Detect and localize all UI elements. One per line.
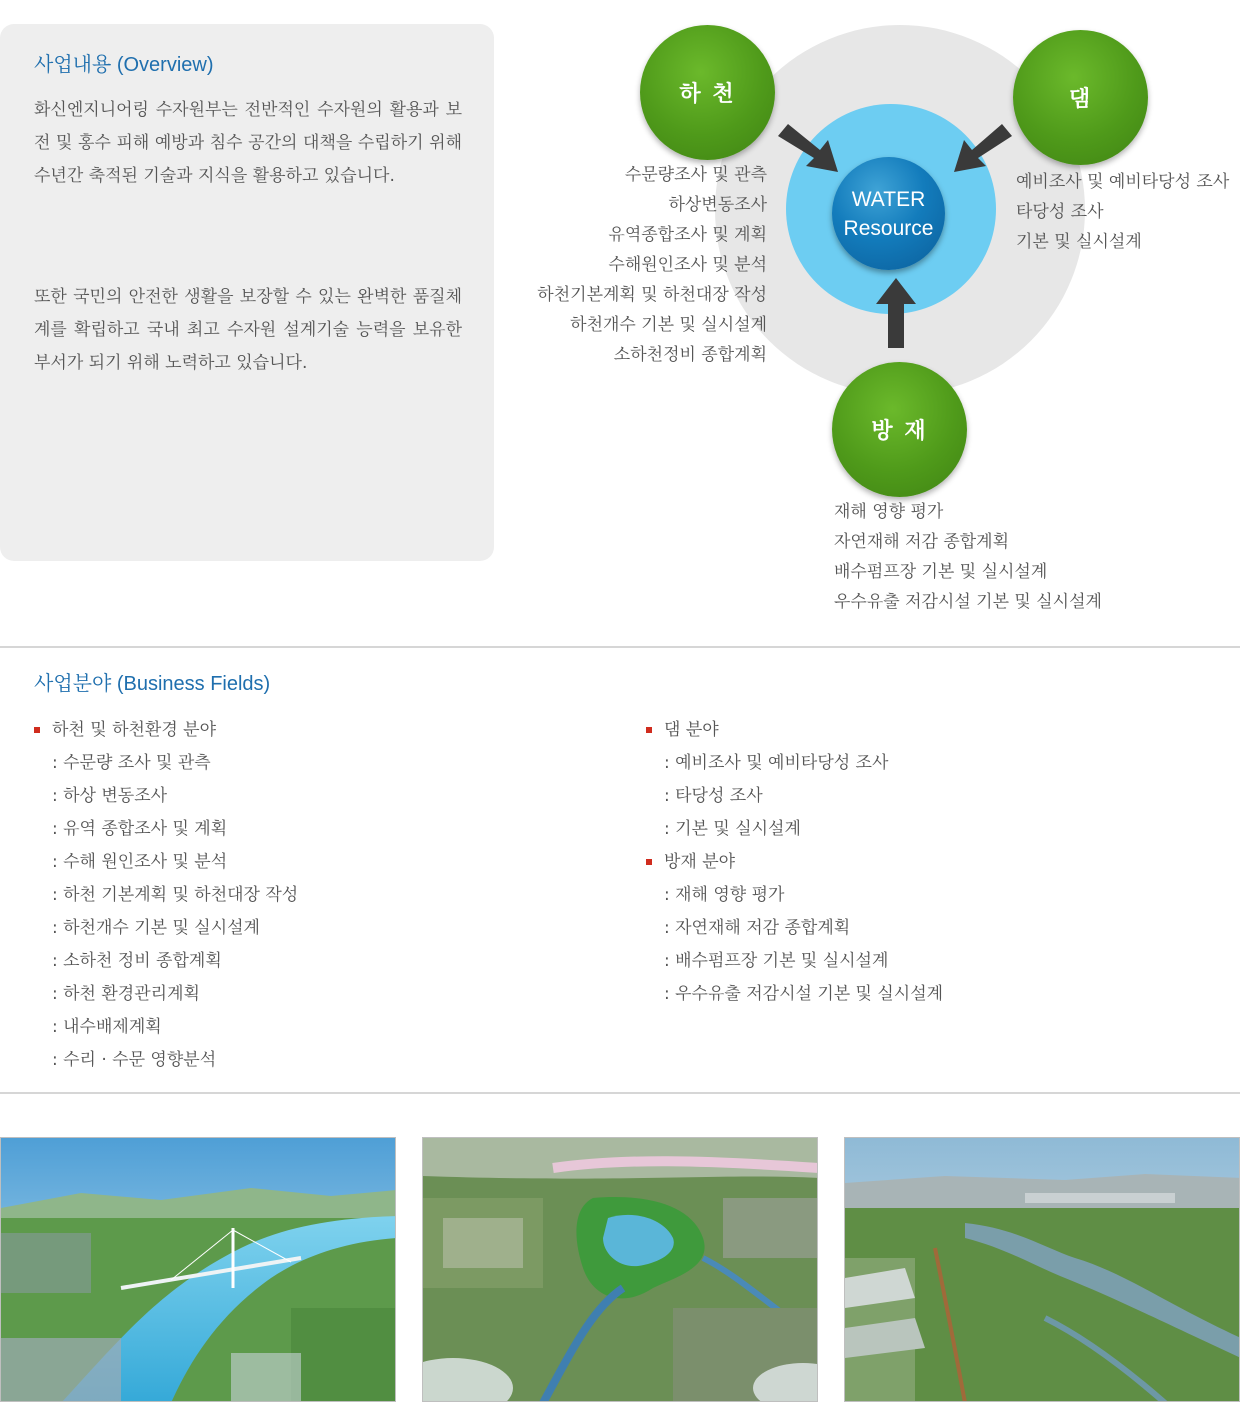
- list-item: 재해 영향 평가: [834, 502, 944, 522]
- list-item: : 기본 및 실시설계: [664, 819, 801, 839]
- list-item: 하천개수 기본 및 실시설계: [570, 315, 767, 335]
- list-item: : 타당성 조사: [664, 786, 763, 806]
- bullet-icon: [646, 859, 652, 865]
- list-item: 기본 및 실시설계: [1016, 232, 1142, 252]
- list-item: : 수해 원인조사 및 분석: [52, 852, 228, 872]
- fields-title: 사업분야 (Business Fields): [34, 673, 271, 695]
- list-item: 유역종합조사 및 계획: [608, 225, 767, 245]
- arrow-from-river-icon: [776, 118, 842, 176]
- list-item: : 하천 기본계획 및 하천대장 작성: [52, 885, 299, 905]
- arrow-from-dam-icon: [952, 120, 1014, 176]
- list-item: : 하상 변동조사: [52, 786, 168, 806]
- photo-wetland-park: [422, 1137, 818, 1402]
- overview-panel: [0, 24, 494, 561]
- dam-circle: [1013, 30, 1148, 165]
- list-item: 타당성 조사: [1016, 202, 1104, 222]
- field-heading-river: [34, 714, 298, 747]
- list-item: : 수문량 조사 및 관측: [52, 753, 211, 773]
- list-item: : 내수배제계획: [52, 1017, 162, 1037]
- list-item: : 하천 환경관리계획: [52, 984, 200, 1004]
- bullet-icon: [34, 727, 40, 733]
- river-label: 하 천: [679, 82, 736, 107]
- arrow-from-disaster-icon: [876, 278, 916, 348]
- list-item: : 하천개수 기본 및 실시설계: [52, 918, 260, 938]
- list-item: : 예비조사 및 예비타당성 조사: [664, 753, 889, 773]
- section-divider: [0, 646, 1240, 648]
- list-item: : 배수펌프장 기본 및 실시설계: [664, 951, 889, 971]
- core-label-line2: Resource: [843, 216, 934, 240]
- list-item: 하천기본계획 및 하천대장 작성: [537, 285, 767, 305]
- photo-river-bridge: [0, 1137, 396, 1402]
- list-item: 하상변동조사: [668, 195, 767, 215]
- field-heading-disaster: [646, 846, 943, 879]
- photo-river-wetland: [844, 1137, 1240, 1402]
- list-item: 배수펌프장 기본 및 실시설계: [834, 562, 1048, 582]
- water-resource-core: [832, 157, 945, 270]
- river-circle: [640, 25, 775, 160]
- disaster-circle: [832, 362, 967, 497]
- overview-title: 사업내용 (Overview): [34, 54, 214, 76]
- overview-paragraph-1: 화신엔지니어링 수자원부는 전반적인 수자원의 활용과 보전 및 홍수 피해 예방과 침수 공간의 대책을 수립하기 위해 수년간 축적된 기술과 지식을 활용하고 있습니다.: [34, 100, 462, 186]
- list-item: : 소하천 정비 종합계획: [52, 951, 222, 971]
- list-item: : 수리 · 수문 영향분석: [52, 1050, 217, 1070]
- list-item: 소하천정비 종합계획: [613, 345, 767, 365]
- field-heading-text: 방재 분야: [664, 852, 736, 872]
- field-heading-text: 댐 분야: [664, 720, 719, 740]
- list-item: 예비조사 및 예비타당성 조사: [1016, 172, 1230, 192]
- list-item: 자연재해 저감 종합계획: [834, 532, 1010, 552]
- list-item: 수해원인조사 및 분석: [608, 255, 767, 275]
- dam-item-list: [1016, 167, 1229, 257]
- field-heading-text: 하천 및 하천환경 분야: [52, 720, 217, 740]
- field-heading-dam: [646, 714, 943, 747]
- list-item: : 재해 영향 평가: [664, 885, 785, 905]
- section-divider: [0, 1092, 1240, 1094]
- fields-right-column: [646, 714, 943, 1011]
- bullet-icon: [646, 727, 652, 733]
- overview-paragraph-2: 또한 국민의 안전한 생활을 보장할 수 있는 완벽한 품질체계를 확립하고 국내 최고 수자원 설계기술 능력을 보유한 부서가 되기 위해 노력하고 있습니다.: [34, 287, 462, 373]
- list-item: 우수유출 저감시설 기본 및 실시설계: [834, 592, 1102, 612]
- list-item: 수문량조사 및 관측: [624, 165, 767, 185]
- core-label-line1: WATER: [851, 187, 926, 211]
- fields-left-column: [34, 714, 298, 1077]
- dam-label: 댐: [1068, 87, 1093, 112]
- disaster-label: 방 재: [871, 419, 928, 444]
- list-item: : 유역 종합조사 및 계획: [52, 819, 228, 839]
- list-item: : 우수유출 저감시설 기본 및 실시설계: [664, 984, 944, 1004]
- river-item-list: [537, 160, 767, 370]
- disaster-item-list: [834, 497, 1102, 617]
- list-item: : 자연재해 저감 종합계획: [664, 918, 851, 938]
